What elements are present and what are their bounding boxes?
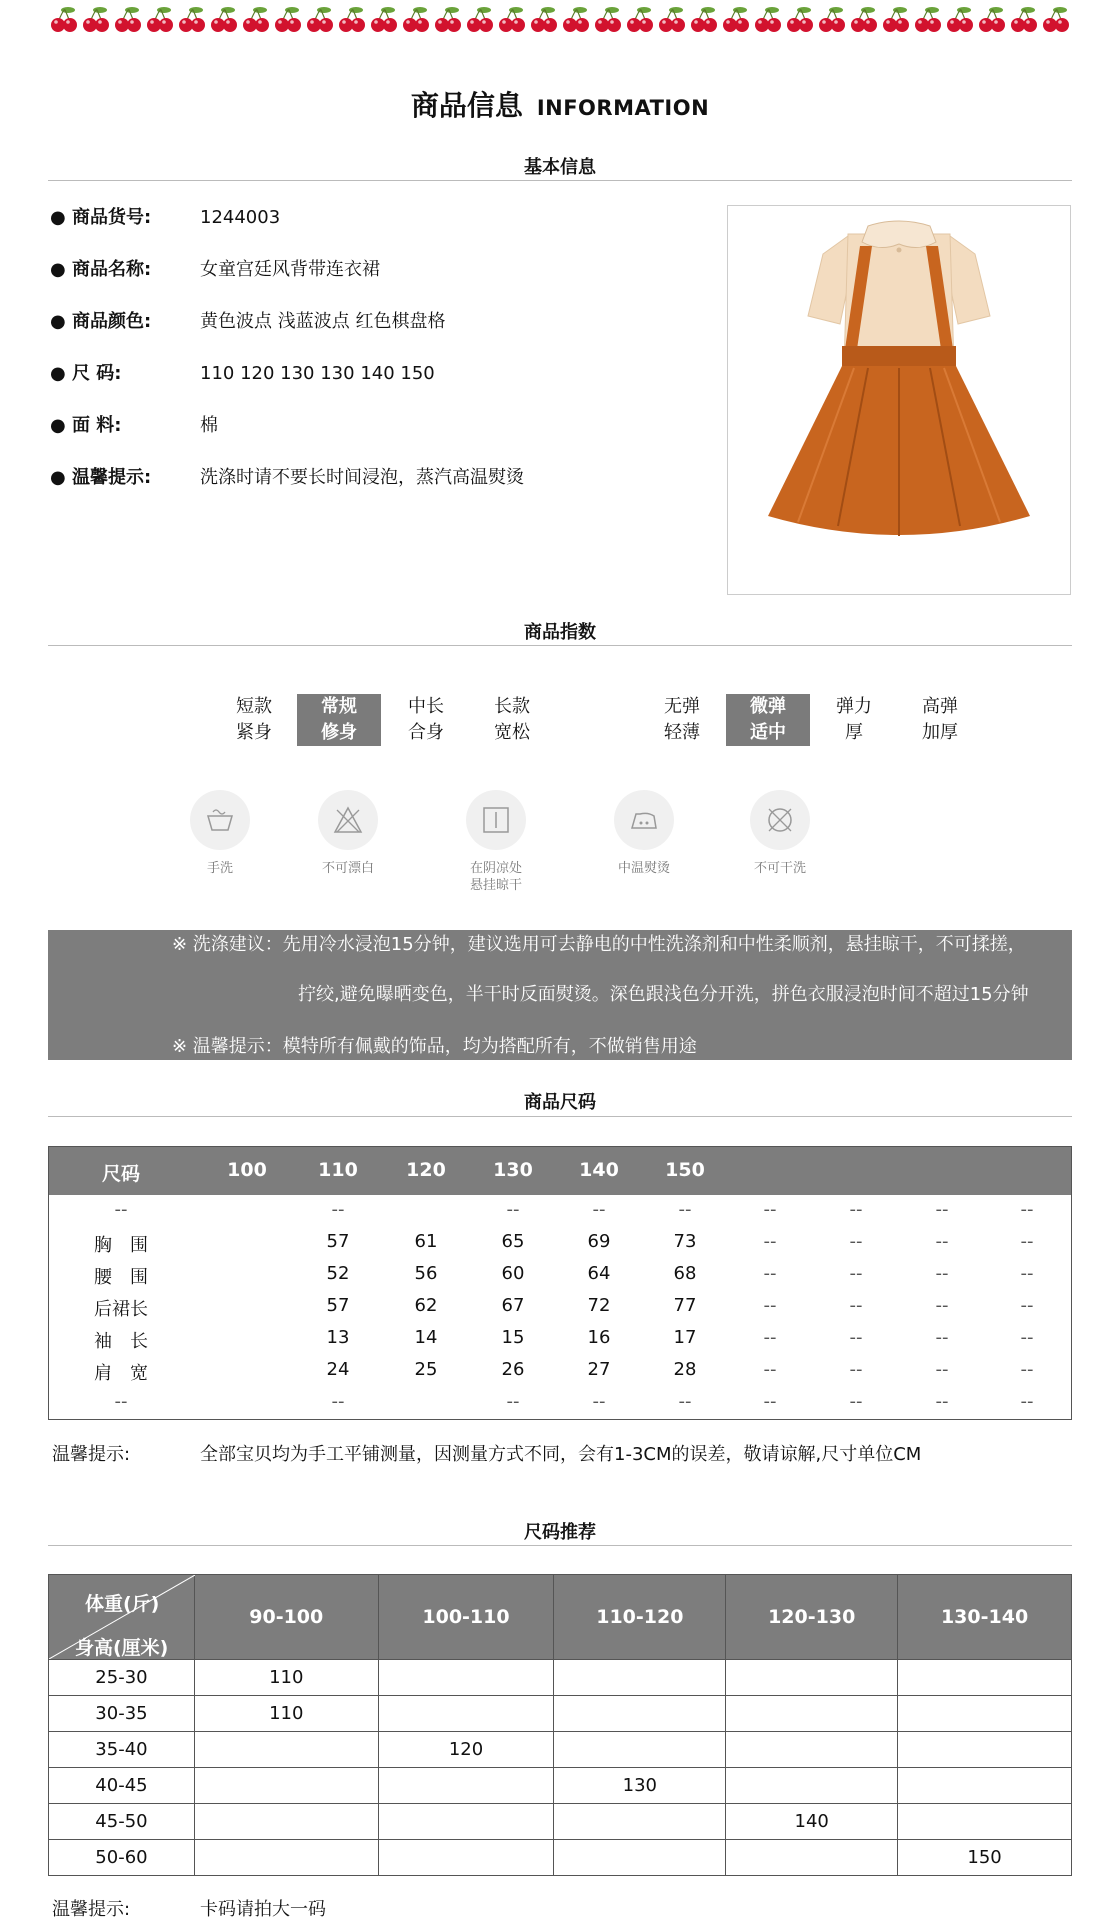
- index-option-bottom: 合身: [408, 722, 444, 743]
- info-row: [50, 413, 710, 439]
- size-cell: --: [331, 1199, 345, 1220]
- page-title-cn: 商品信息: [410, 89, 523, 122]
- recommend-size-cell: [554, 1732, 726, 1768]
- size-header-cell: 尺码: [101, 1163, 140, 1185]
- size-row-label: 后裙长: [94, 1299, 148, 1320]
- info-label: ● 商品货号:: [50, 207, 152, 228]
- size-cell: --: [1020, 1391, 1034, 1412]
- info-value: 洗涤时请不要长时间浸泡，蒸汽高温熨烫: [200, 467, 524, 488]
- divider: [48, 1116, 1072, 1117]
- recommend-size-cell: [554, 1804, 726, 1840]
- index-option-bottom: 紧身: [236, 722, 272, 743]
- divider: [48, 1545, 1072, 1546]
- size-cell: --: [849, 1359, 863, 1380]
- cherry-icon: [947, 7, 973, 32]
- size-cell: --: [935, 1295, 949, 1316]
- cherry-icon: [403, 7, 429, 32]
- size-row-label: 腰 围: [94, 1267, 148, 1288]
- index-option-stretch_thickness: [726, 694, 810, 746]
- info-value: 女童宫廷风背带连衣裙: [200, 259, 380, 280]
- divider: [48, 180, 1072, 181]
- index-option-bottom: 加厚: [922, 722, 958, 743]
- size-cell: 26: [501, 1359, 525, 1380]
- cherry-icon: [531, 7, 557, 32]
- cherry-icon: [851, 7, 877, 32]
- recommend-size-cell: 110: [194, 1660, 378, 1696]
- care-label: 手洗: [206, 861, 233, 876]
- recommend-size-cell: 140: [726, 1804, 898, 1840]
- size-cell: --: [506, 1391, 520, 1412]
- recommend-size-cell: [898, 1696, 1072, 1732]
- care-instruction: [725, 790, 835, 877]
- size-row-label: 胸 围: [94, 1235, 148, 1256]
- recommend-height-cell: 40-45: [49, 1768, 195, 1804]
- size-cell: 17: [673, 1327, 697, 1348]
- size-header-cell: 110: [318, 1159, 358, 1181]
- recommend-size-cell: [378, 1660, 554, 1696]
- iron-medium-icon: [614, 790, 674, 850]
- cherry-icon: [435, 7, 461, 32]
- index-option-bottom: 适中: [750, 722, 786, 743]
- recommend-note-text: 卡码请拍大一码: [200, 1899, 326, 1920]
- size-cell: 24: [326, 1359, 350, 1380]
- size-header-cell: 150: [665, 1159, 705, 1181]
- size-cell: --: [763, 1359, 777, 1380]
- info-value: 110 120 130 130 140 150: [200, 363, 435, 384]
- size-header-cell: 120: [406, 1159, 446, 1181]
- recommend-size-cell: [194, 1768, 378, 1804]
- info-row: [50, 361, 710, 387]
- size-header-cell: 130: [493, 1159, 533, 1181]
- recommend-size-cell: [898, 1732, 1072, 1768]
- size-cell: --: [592, 1199, 606, 1220]
- size-cell: 72: [587, 1295, 611, 1316]
- size-table-header: [49, 1147, 1071, 1195]
- recommend-weight-column: 90-100: [194, 1575, 378, 1660]
- recommend-height-cell: 25-30: [49, 1660, 195, 1696]
- cherry-icon: [147, 7, 173, 32]
- recommend-size-cell: 120: [378, 1732, 554, 1768]
- size-recommend-table: [48, 1574, 1072, 1876]
- size-row-label: 肩 宽: [94, 1363, 148, 1384]
- recommend-row: [49, 1732, 1072, 1768]
- care-instruction: [441, 790, 551, 894]
- divider: [48, 645, 1072, 646]
- recommend-height-cell: 45-50: [49, 1804, 195, 1840]
- size-cell: --: [849, 1231, 863, 1252]
- recommend-size-cell: [726, 1768, 898, 1804]
- size-cell: --: [678, 1199, 692, 1220]
- size-cell: --: [1020, 1199, 1034, 1220]
- size-cell: 77: [673, 1295, 697, 1316]
- corner-weight-label: 体重(斤): [85, 1593, 160, 1615]
- index-option-top: 弹力: [836, 696, 872, 717]
- size-cell: --: [849, 1295, 863, 1316]
- care-label: 不可干洗: [753, 861, 806, 876]
- recommend-size-cell: [726, 1696, 898, 1732]
- info-row: [50, 465, 710, 491]
- recommend-size-cell: [554, 1840, 726, 1876]
- cherry-icon: [179, 7, 205, 32]
- recommend-size-cell: 130: [554, 1768, 726, 1804]
- recommend-size-cell: 150: [898, 1840, 1072, 1876]
- recommend-size-cell: [378, 1840, 554, 1876]
- size-cell: 62: [414, 1295, 438, 1316]
- index-option-bottom: 厚: [845, 722, 863, 743]
- size-cell: 25: [414, 1359, 438, 1380]
- cherry-icon: [595, 7, 621, 32]
- care-label: 在阴凉处悬挂晾干: [469, 861, 522, 893]
- info-value: 黄色波点 浅蓝波点 红色棋盘格: [200, 311, 446, 332]
- cherry-icon: [787, 7, 813, 32]
- info-value: 1244003: [200, 207, 281, 228]
- section-title-size: 商品尺码: [524, 1092, 596, 1113]
- cherry-icon: [243, 7, 269, 32]
- size-cell: --: [849, 1391, 863, 1412]
- recommend-size-cell: [898, 1768, 1072, 1804]
- index-option-top: 短款: [236, 696, 272, 717]
- info-value: 棉: [200, 415, 218, 436]
- size-cell: --: [849, 1327, 863, 1348]
- cherry-icon: [883, 7, 909, 32]
- cherry-icon: [499, 7, 525, 32]
- size-cell: --: [935, 1231, 949, 1252]
- size-cell: --: [935, 1359, 949, 1380]
- index-option-bottom: 修身: [321, 722, 357, 743]
- size-cell: --: [935, 1199, 949, 1220]
- size-header-cell: 140: [579, 1159, 619, 1181]
- info-row: [50, 309, 710, 335]
- size-table: [48, 1146, 1072, 1420]
- cherry-icon: [83, 7, 109, 32]
- corner-height-label: 身高(厘米): [75, 1637, 169, 1659]
- index-option-length_fit: [297, 694, 381, 746]
- recommend-row: [49, 1840, 1072, 1876]
- size-cell: --: [849, 1199, 863, 1220]
- size-cell: --: [763, 1263, 777, 1284]
- index-option-top: 常规: [321, 696, 357, 717]
- size-cell: --: [506, 1199, 520, 1220]
- cherry-icon: [115, 7, 141, 32]
- size-cell: 60: [501, 1263, 525, 1284]
- size-cell: 64: [587, 1263, 611, 1284]
- info-label: ● 温馨提示:: [50, 467, 152, 488]
- cherry-icon: [467, 7, 493, 32]
- size-cell: --: [763, 1391, 777, 1412]
- recommend-size-cell: [726, 1660, 898, 1696]
- care-instruction: [165, 790, 275, 877]
- index-option-stretch_thickness: [640, 694, 724, 746]
- size-row-label: --: [114, 1199, 128, 1220]
- recommend-weight-column: 100-110: [378, 1575, 554, 1660]
- size-cell: --: [935, 1263, 949, 1284]
- cherry-icon: [755, 7, 781, 32]
- size-cell: 14: [414, 1327, 438, 1348]
- size-cell: 16: [587, 1327, 611, 1348]
- recommend-size-cell: 110: [194, 1696, 378, 1732]
- dress-illustration: [728, 206, 1070, 594]
- size-cell: --: [849, 1263, 863, 1284]
- shade-dry-icon: [466, 790, 526, 850]
- cherry-icon: [1011, 7, 1037, 32]
- index-option-top: 中长: [408, 696, 444, 717]
- index-option-stretch_thickness: [812, 694, 896, 746]
- size-cell: 57: [326, 1295, 350, 1316]
- size-cell: 52: [326, 1263, 350, 1284]
- index-option-length_fit: [470, 694, 554, 746]
- info-label: ● 商品颜色:: [50, 311, 152, 332]
- index-option-top: 长款: [494, 696, 530, 717]
- index-option-top: 微弹: [750, 696, 786, 717]
- cherry-icon: [659, 7, 685, 32]
- recommend-row: [49, 1768, 1072, 1804]
- recommend-row: [49, 1696, 1072, 1732]
- cherry-icon: [563, 7, 589, 32]
- index-option-length_fit: [384, 694, 468, 746]
- size-row-label: 袖 长: [94, 1331, 148, 1352]
- care-instruction: [293, 790, 403, 877]
- size-row-label: --: [114, 1391, 128, 1412]
- recommend-corner-cell: [49, 1575, 195, 1660]
- size-note-text: 全部宝贝均为手工平铺测量，因测量方式不同，会有1-3CM的误差，敬请谅解,尺寸单位CM: [200, 1444, 922, 1465]
- recommend-row: [49, 1804, 1072, 1840]
- size-cell: --: [331, 1391, 345, 1412]
- section-title-index: 商品指数: [524, 622, 596, 643]
- cherry-icon: [627, 7, 653, 32]
- cherry-icon: [1043, 7, 1069, 32]
- wash-advice-line-1: ※ 洗涤建议：先用冷水浸泡15分钟，建议选用可去静电的中性洗涤剂和中性柔顺剂，悬挂晾干，不可揉搓，: [172, 934, 1026, 955]
- cherry-icon: [915, 7, 941, 32]
- size-cell: --: [678, 1391, 692, 1412]
- wash-tip-line: ※ 温馨提示：模特所有佩戴的饰品，均为搭配所有，不做销售用途: [172, 1036, 697, 1057]
- recommend-size-cell: [194, 1732, 378, 1768]
- cherry-icon: [691, 7, 717, 32]
- size-cell: 73: [673, 1231, 697, 1252]
- cherry-border: [48, 4, 1072, 34]
- care-label: 不可漂白: [321, 861, 374, 876]
- cherry-icon: [979, 7, 1005, 32]
- care-instruction: [589, 790, 699, 877]
- info-label: ● 尺 码:: [50, 363, 122, 384]
- size-cell: --: [935, 1391, 949, 1412]
- info-label: ● 面 料:: [50, 415, 122, 436]
- recommend-size-cell: [726, 1732, 898, 1768]
- product-image: [727, 205, 1071, 595]
- recommend-size-cell: [378, 1696, 554, 1732]
- wash-advice-box: [48, 930, 1072, 1060]
- size-cell: 15: [501, 1327, 525, 1348]
- size-cell: --: [1020, 1359, 1034, 1380]
- index-option-stretch_thickness: [898, 694, 982, 746]
- section-title-basic: 基本信息: [524, 157, 596, 178]
- info-label: ● 商品名称:: [50, 259, 152, 280]
- size-cell: 28: [673, 1359, 697, 1380]
- size-cell: --: [763, 1327, 777, 1348]
- size-cell: 61: [414, 1231, 438, 1252]
- recommend-size-cell: [898, 1660, 1072, 1696]
- recommend-weight-column: 120-130: [726, 1575, 898, 1660]
- size-cell: 69: [587, 1231, 611, 1252]
- recommend-size-cell: [554, 1696, 726, 1732]
- recommend-height-cell: 35-40: [49, 1732, 195, 1768]
- recommend-height-cell: 30-35: [49, 1696, 195, 1732]
- recommend-size-cell: [194, 1840, 378, 1876]
- size-cell: --: [592, 1391, 606, 1412]
- size-header-cell: 100: [227, 1159, 267, 1181]
- size-cell: 27: [587, 1359, 611, 1380]
- cherry-icon: [819, 7, 845, 32]
- index-option-top: 高弹: [922, 696, 958, 717]
- size-note-label: 温馨提示:: [52, 1444, 131, 1465]
- no-bleach-icon: [318, 790, 378, 850]
- size-cell: 57: [326, 1231, 350, 1252]
- cherry-icon: [339, 7, 365, 32]
- cherry-icon: [307, 7, 333, 32]
- info-row: [50, 257, 710, 283]
- cherry-icon: [723, 7, 749, 32]
- recommend-row: [49, 1660, 1072, 1696]
- index-option-bottom: 宽松: [494, 722, 530, 743]
- recommend-weight-column: 130-140: [898, 1575, 1072, 1660]
- size-cell: --: [1020, 1231, 1034, 1252]
- size-cell: --: [935, 1327, 949, 1348]
- page-title-en: INFORMATION: [536, 96, 710, 120]
- size-cell: 68: [673, 1263, 697, 1284]
- size-cell: 13: [326, 1327, 350, 1348]
- info-row: [50, 205, 710, 231]
- recommend-note-label: 温馨提示:: [52, 1899, 131, 1920]
- cherry-icon: [51, 7, 77, 32]
- index-option-top: 无弹: [664, 696, 700, 717]
- recommend-size-cell: [898, 1804, 1072, 1840]
- size-cell: 65: [501, 1231, 525, 1252]
- index-option-length_fit: [212, 694, 296, 746]
- size-cell: --: [1020, 1327, 1034, 1348]
- size-cell: --: [763, 1231, 777, 1252]
- cherry-icon: [275, 7, 301, 32]
- care-label: 中温熨烫: [617, 861, 670, 876]
- hand-wash-icon: [190, 790, 250, 850]
- recommend-weight-column: 110-120: [554, 1575, 726, 1660]
- page-title: [0, 84, 1120, 124]
- size-cell: --: [763, 1199, 777, 1220]
- recommend-height-cell: 50-60: [49, 1840, 195, 1876]
- size-cell: --: [1020, 1295, 1034, 1316]
- cherry-icon: [371, 7, 397, 32]
- wash-advice-line-2: 拧绞,避免曝晒变色，半干时反面熨烫。深色跟浅色分开洗，拼色衣服浸泡时间不超过15分钟: [298, 984, 1029, 1005]
- size-cell: 67: [501, 1295, 525, 1316]
- size-cell: 56: [414, 1263, 438, 1284]
- size-cell: --: [763, 1295, 777, 1316]
- size-cell: --: [1020, 1263, 1034, 1284]
- recommend-size-cell: [726, 1840, 898, 1876]
- recommend-size-cell: [378, 1768, 554, 1804]
- index-option-bottom: 轻薄: [664, 722, 700, 743]
- recommend-size-cell: [554, 1660, 726, 1696]
- recommend-size-cell: [378, 1804, 554, 1840]
- section-title-recommend: 尺码推荐: [524, 1522, 596, 1543]
- cherry-icon: [211, 7, 237, 32]
- recommend-size-cell: [194, 1804, 378, 1840]
- no-dry-clean-icon: [750, 790, 810, 850]
